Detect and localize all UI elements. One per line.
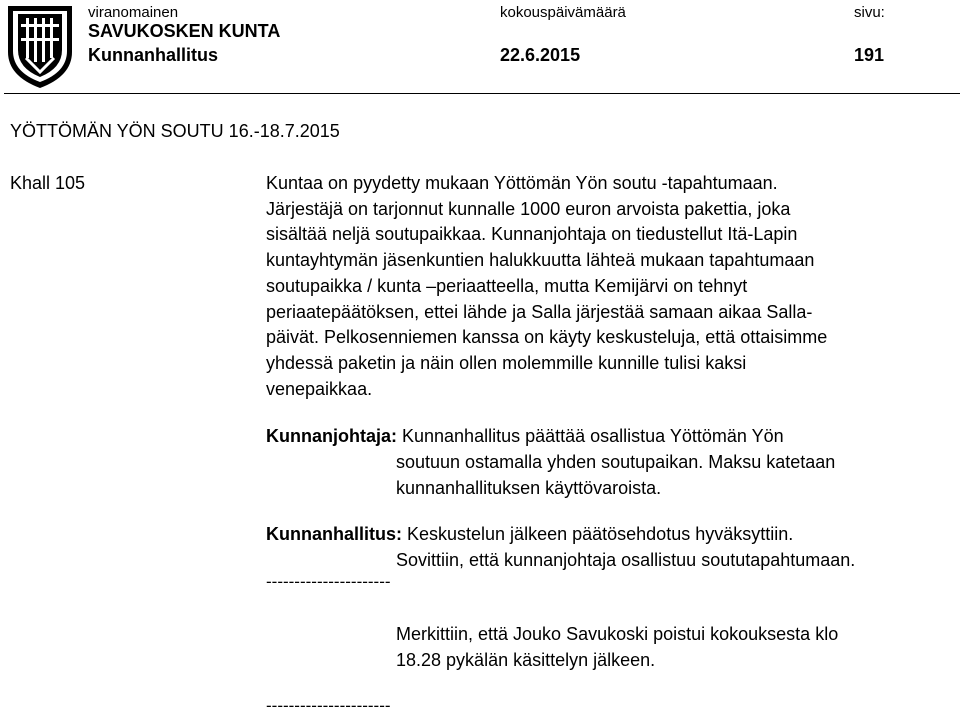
intro-paragraph: [266, 171, 827, 402]
municipal-crest-logo: [4, 2, 76, 90]
proposal-line: kunnanhallituksen käyttövaroista.: [396, 477, 662, 498]
header-meeting-date-label: kokouspäivämäärä: [500, 4, 626, 21]
decision-paragraph: [266, 522, 793, 548]
decision-continuation: [396, 548, 855, 574]
decision-line: Sovittiin, että kunnanjohtaja osallistuu soututapahtumaan.: [396, 550, 856, 570]
page-title: YÖTTÖMÄN YÖN SOUTU 16.-18.7.2015: [10, 121, 340, 141]
header-page-label: sivu:: [854, 4, 885, 21]
intro-line: periaatepäätöksen, ettei lähde ja Salla järjestää samaan aikaa Salla-: [266, 301, 813, 322]
header-authority-label: viranomainen: [88, 4, 179, 21]
authority-name: Kunnanhallitus: [88, 45, 218, 65]
intro-line: sisältää neljä soutupaikkaa. Kunnanjohtaja on tiedustellut Itä-Lapin: [266, 224, 798, 245]
note-line: Merkittiin, että Jouko Savukoski poistui kokouksesta klo: [396, 624, 839, 644]
note-line: 18.28 pykälän käsittelyn jälkeen.: [396, 649, 656, 670]
intro-line: kuntayhtymän jäsenkuntien halukkuutta lähteä mukaan tapahtumaan: [266, 250, 815, 271]
municipality-name: SAVUKOSKEN KUNTA: [88, 21, 281, 41]
separator-line: ----------------------: [266, 572, 391, 591]
separator-line: ----------------------: [266, 696, 391, 715]
intro-line: venepaikkaa.: [266, 378, 373, 399]
intro-line: päivät. Pelkosenniemen kanssa on käyty keskusteluja, että ottaisimme: [266, 327, 828, 348]
page-number: 191: [854, 45, 885, 65]
proposal-paragraph: [266, 424, 784, 450]
intro-line: soutupaikka / kunta –periaatteella, mutta Kemijärvi on tehnyt: [266, 275, 748, 296]
decision-label: Kunnanhallitus:: [266, 524, 402, 544]
note-paragraph: [396, 622, 838, 673]
header-divider: [4, 93, 960, 94]
intro-line: Kuntaa on pyydetty mukaan Yöttömän Yön soutu -tapahtumaan.: [266, 173, 778, 193]
proposal-continuation: [396, 450, 835, 501]
proposal-label: Kunnanjohtaja:: [266, 426, 397, 446]
meeting-date: 22.6.2015: [500, 45, 581, 65]
section-id: Khall 105: [10, 173, 86, 193]
proposal-text: Kunnanhallitus päättää osallistua Yöttömän Yön: [397, 426, 784, 446]
intro-line: Järjestäjä on tarjonnut kunnalle 1000 euron arvoista pakettia, joka: [266, 198, 791, 219]
proposal-line: soutuun ostamalla yhden soutupaikan. Maksu katetaan: [396, 452, 836, 472]
intro-line: yhdessä paketin ja näin ollen molemmille kunnille tulisi kaksi: [266, 352, 747, 373]
decision-text: Keskustelun jälkeen päätösehdotus hyväksyttiin.: [402, 524, 794, 544]
